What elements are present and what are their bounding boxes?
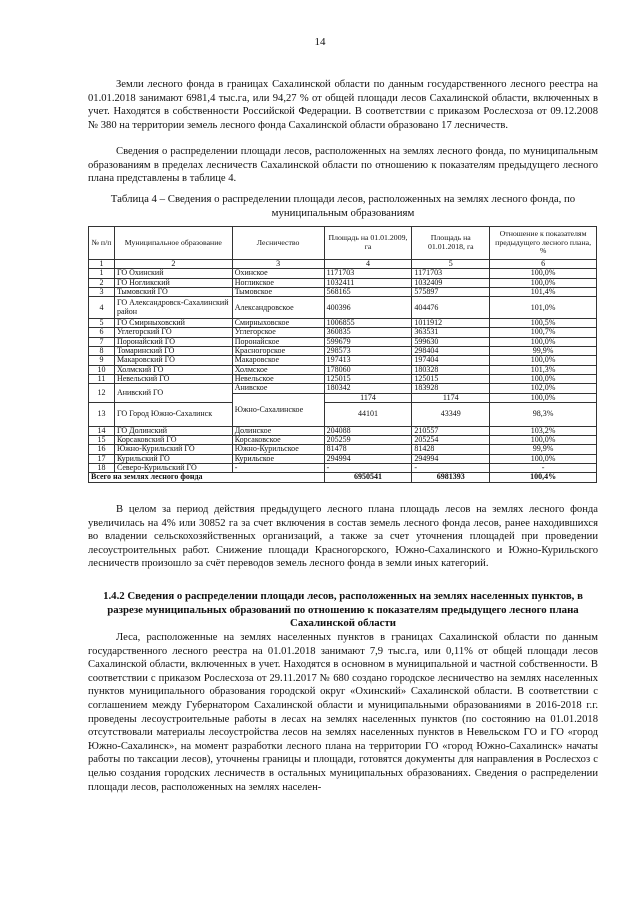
row-ratio: 100,0% (490, 454, 597, 463)
row-area-2018: 43349 (412, 402, 490, 426)
row-area-2018: 599630 (412, 337, 490, 346)
row-number: 14 (89, 426, 115, 435)
table-row (89, 269, 597, 278)
row-municipality: ГО Охинский (114, 269, 232, 278)
table-body-main (89, 269, 597, 384)
column-number: 4 (324, 260, 412, 269)
row-municipality: ГО Долинский (114, 426, 232, 435)
row-number: 8 (89, 347, 115, 356)
row-area-2009: 125015 (324, 374, 412, 383)
row-municipality: Холмский ГО (114, 365, 232, 374)
row-forestry: Долинское (232, 426, 324, 435)
row-number: 17 (89, 454, 115, 463)
row-forestry: Поронайское (232, 337, 324, 346)
row-number: 2 (89, 278, 115, 287)
row-municipality: Тымовский ГО (114, 287, 232, 296)
table-row (89, 278, 597, 287)
row-forestry: Красногорское (232, 347, 324, 356)
row-municipality: Анивский ГО (114, 384, 232, 403)
row-forestry: Корсаковское (232, 436, 324, 445)
row-municipality: Невельский ГО (114, 374, 232, 383)
table-body-bottom (89, 426, 597, 472)
column-number: 1 (89, 260, 115, 269)
row-municipality: Углегорский ГО (114, 328, 232, 337)
row-area-2018: - (412, 464, 490, 473)
table-row (89, 384, 597, 393)
row-ratio: 99,9% (490, 347, 597, 356)
after-table-paragraph: В целом за период действия предыдущего лесного плана площадь лесов на землях лесного фонда увеличилась на 4% или 30852 га за счет включения в состав земель лесного фонда лесов, ранее находившихся во владении сельскохозяйственных организаций, а также за счет уточнения площадей при проведении лесоустроительных работ. Снижение площади Красногорского, Южно-Сахалинского и Южно-Курильского лесничеств произошло за счёт переводов земель лесного фонда в земли иных категорий. (88, 504, 598, 570)
row-ratio: 100,7% (490, 328, 597, 337)
intro-paragraph-2: Сведения о распределении площади лесов, расположенных на землях лесного фонда, по муниципальным образованиям в пределах лесничеств Сахалинской области по отношению к показателям предыдущего лесного плана представлены в таблице 4. (88, 146, 598, 185)
row-area-2009: 298573 (324, 347, 412, 356)
row-municipality: ГО Город Южно-Сахалинск (114, 402, 232, 426)
header-municipality: Муниципальное образование (114, 227, 232, 260)
column-number: 2 (114, 260, 232, 269)
table-row (89, 402, 597, 426)
table-row (89, 356, 597, 365)
row-area-2018: 404476 (412, 297, 490, 319)
row-area-2018: 197404 (412, 356, 490, 365)
row-forestry: Невельское (232, 374, 324, 383)
table-total-row (89, 473, 597, 482)
row-forestry: Южно-Сахалинское (232, 393, 324, 426)
row-ratio: 101,3% (490, 365, 597, 374)
row-forestry: Южно-Курильское (232, 445, 324, 454)
row-municipality: Курильский ГО (114, 454, 232, 463)
row-municipality: ГО Александровск-Сахалинский район (114, 297, 232, 319)
row-number: 5 (89, 319, 115, 328)
row-number: 11 (89, 374, 115, 383)
row-area-2018: 1032409 (412, 278, 490, 287)
row-area-2009: 81478 (324, 445, 412, 454)
total-area-2009: 6950541 (324, 473, 412, 482)
row-forestry: Курильское (232, 454, 324, 463)
row-ratio: 100,0% (490, 337, 597, 346)
row-municipality: Томаринский ГО (114, 347, 232, 356)
table-caption: Таблица 4 – Сведения о распределении площади лесов, расположенных на землях лесного фонда, по муниципальным образованиям (110, 193, 576, 219)
row-number: 7 (89, 337, 115, 346)
row-ratio: 102,0% (490, 384, 597, 393)
row-forestry: Холмское (232, 365, 324, 374)
column-number: 3 (232, 260, 324, 269)
table-row (89, 297, 597, 319)
row-municipality: Поронайский ГО (114, 337, 232, 346)
row-number: 4 (89, 297, 115, 319)
row-area-2018: 1171703 (412, 269, 490, 278)
row-number: 18 (89, 464, 115, 473)
row-area-2009: 294994 (324, 454, 412, 463)
row-area-2018: 294994 (412, 454, 490, 463)
row-area-2009: 197413 (324, 356, 412, 365)
row-area-2018: 210557 (412, 426, 490, 435)
row-area-2009: 360835 (324, 328, 412, 337)
row-municipality: Северо-Курильский ГО (114, 464, 232, 473)
section-paragraph: Леса, расположенные на землях населенных пунктов в границах Сахалинской области по данным государственного лесного реестра на 01.01.2018 занимают 7,9 тыс.га, или 0,11% от общей площади лесов Сахалинской области, включенных в учет. Находятся в основном в муниципальной и частной собственности. В соответствии с приказом Рослесхоза от 29.11.2017 № 680 создано городское лесничество на землях населенных пунктов муниципального образования городской округ «Охинский» Сахалинской области. В соответствии с соглашением между Губернатором Сахалинской области и муниципальными образованиями в 2016-2018 г.г. проведены лесоустроительные работы в лесах на землях населенных пунктов (по состоянию на 01.01.2018 отсутствовали материалы лесоустройства лесов на землях населенных пунктов в Невельском ГО и ГО «город Южно-Сахалинск», на момент разработки лесного плана на территории ГО «город Южно-Сахалинск» начаты работы по таксации лесов), уточнены границы и площади, готовятся документы для направления в Рослесхоз с целью создания городских лесничеств в остальных муниципальных образованиях. Сведения о распределении площади лесов, расположенных на землях населен- (88, 632, 598, 793)
column-number: 6 (490, 260, 597, 269)
row-ratio: 98,3% (490, 402, 597, 426)
row-ratio: 100,0% (490, 436, 597, 445)
total-ratio: 100,4% (490, 473, 597, 482)
table-row (89, 328, 597, 337)
row-area-2009: 1006855 (324, 319, 412, 328)
header-number: № п/п (89, 227, 115, 260)
row-number: 1 (89, 269, 115, 278)
row-number: 10 (89, 365, 115, 374)
table-header-row (89, 227, 597, 260)
row-forestry: Александровское (232, 297, 324, 319)
row-ratio: 99,9% (490, 445, 597, 454)
table-row (89, 287, 597, 296)
row-area-2018: 1011912 (412, 319, 490, 328)
row-number: 16 (89, 445, 115, 454)
row-number: 12 (89, 384, 115, 403)
row-area-2009: 568165 (324, 287, 412, 296)
row-ratio: 100,0% (490, 356, 597, 365)
row-ratio: 100,0% (490, 278, 597, 287)
total-label: Всего на землях лесного фонда (89, 473, 325, 482)
row-area-2018: 81428 (412, 445, 490, 454)
row-area-2018: 125015 (412, 374, 490, 383)
row-municipality: ГО Ногликский (114, 278, 232, 287)
row-forestry: Углегорское (232, 328, 324, 337)
row-municipality: Корсаковский ГО (114, 436, 232, 445)
row-ratio: 101,0% (490, 297, 597, 319)
row-forestry: Макаровское (232, 356, 324, 365)
row-area-2018: 180328 (412, 365, 490, 374)
intro-paragraph-1: Земли лесного фонда в границах Сахалинской области по данным государственного лесного реестра на 01.01.2018 занимают 6981,4 тыс.га, или 94,27 % от общей площади лесов Сахалинской области, включенных в учет. Находятся в собственности Российской Федерации. В соответствии с приказом Рослесхоза от 09.12.2008 № 380 на территории земель лесного фонда Сахалинской области образовано 17 лесничеств. (88, 79, 598, 131)
page-number: 14 (314, 36, 326, 48)
row-ratio: - (490, 464, 597, 473)
row-forestry: Смирныховское (232, 319, 324, 328)
row-forestry: Охинское (232, 269, 324, 278)
row-area-2009: 44101 (324, 402, 412, 426)
row-area-2009: 1171703 (324, 269, 412, 278)
header-area-2018: Площадь на 01.01.2018, га (412, 227, 490, 260)
header-area-2009: Площадь на 01.01.2009, га (324, 227, 412, 260)
row-area-2009: 400396 (324, 297, 412, 319)
row-ratio: 100,0% (490, 374, 597, 383)
row-area-2018: 205254 (412, 436, 490, 445)
row-area-2018: 575897 (412, 287, 490, 296)
row-area-2009: 205259 (324, 436, 412, 445)
header-ratio: Отношение к показателям предыдущего лесного плана, % (490, 227, 597, 260)
row-ratio: 100,5% (490, 319, 597, 328)
row-ratio: 103,2% (490, 426, 597, 435)
row-area-2009: - (324, 464, 412, 473)
row-number: 9 (89, 356, 115, 365)
row-area-2018: 1174 (412, 393, 490, 402)
row-municipality: Южно-Курильский ГО (114, 445, 232, 454)
row-municipality: ГО Смирныховский (114, 319, 232, 328)
section-heading: 1.4.2 Сведения о распределении площади лесов, расположенных на землях населенных пунктов, в разрезе муниципальных образований по отношению к показателям предыдущего лесного плана Сахалинской области (103, 590, 583, 630)
row-forestry: Тымовское (232, 287, 324, 296)
row-forestry: Ногликское (232, 278, 324, 287)
row-forestry: - (232, 464, 324, 473)
row-area-2009: 1032411 (324, 278, 412, 287)
row-ratio: 101,4% (490, 287, 597, 296)
column-number: 5 (412, 260, 490, 269)
row-number: 3 (89, 287, 115, 296)
header-forestry: Лесничество (232, 227, 324, 260)
row-area-2018: 183928 (412, 384, 490, 393)
row-ratio: 100,0% (490, 393, 597, 402)
row-number: 13 (89, 402, 115, 426)
row-area-2009: 178060 (324, 365, 412, 374)
row-area-2009: 1174 (324, 393, 412, 402)
row-area-2009: 180342 (324, 384, 412, 393)
table-row (89, 445, 597, 454)
total-area-2018: 6981393 (412, 473, 490, 482)
row-area-2009: 204088 (324, 426, 412, 435)
row-number: 15 (89, 436, 115, 445)
row-municipality: Макаровский ГО (114, 356, 232, 365)
row-number: 6 (89, 328, 115, 337)
forest-distribution-table (88, 226, 597, 483)
row-ratio: 100,0% (490, 269, 597, 278)
row-area-2009: 599679 (324, 337, 412, 346)
row-area-2018: 298404 (412, 347, 490, 356)
row-forestry: Анивское (232, 384, 324, 393)
row-area-2018: 363531 (412, 328, 490, 337)
